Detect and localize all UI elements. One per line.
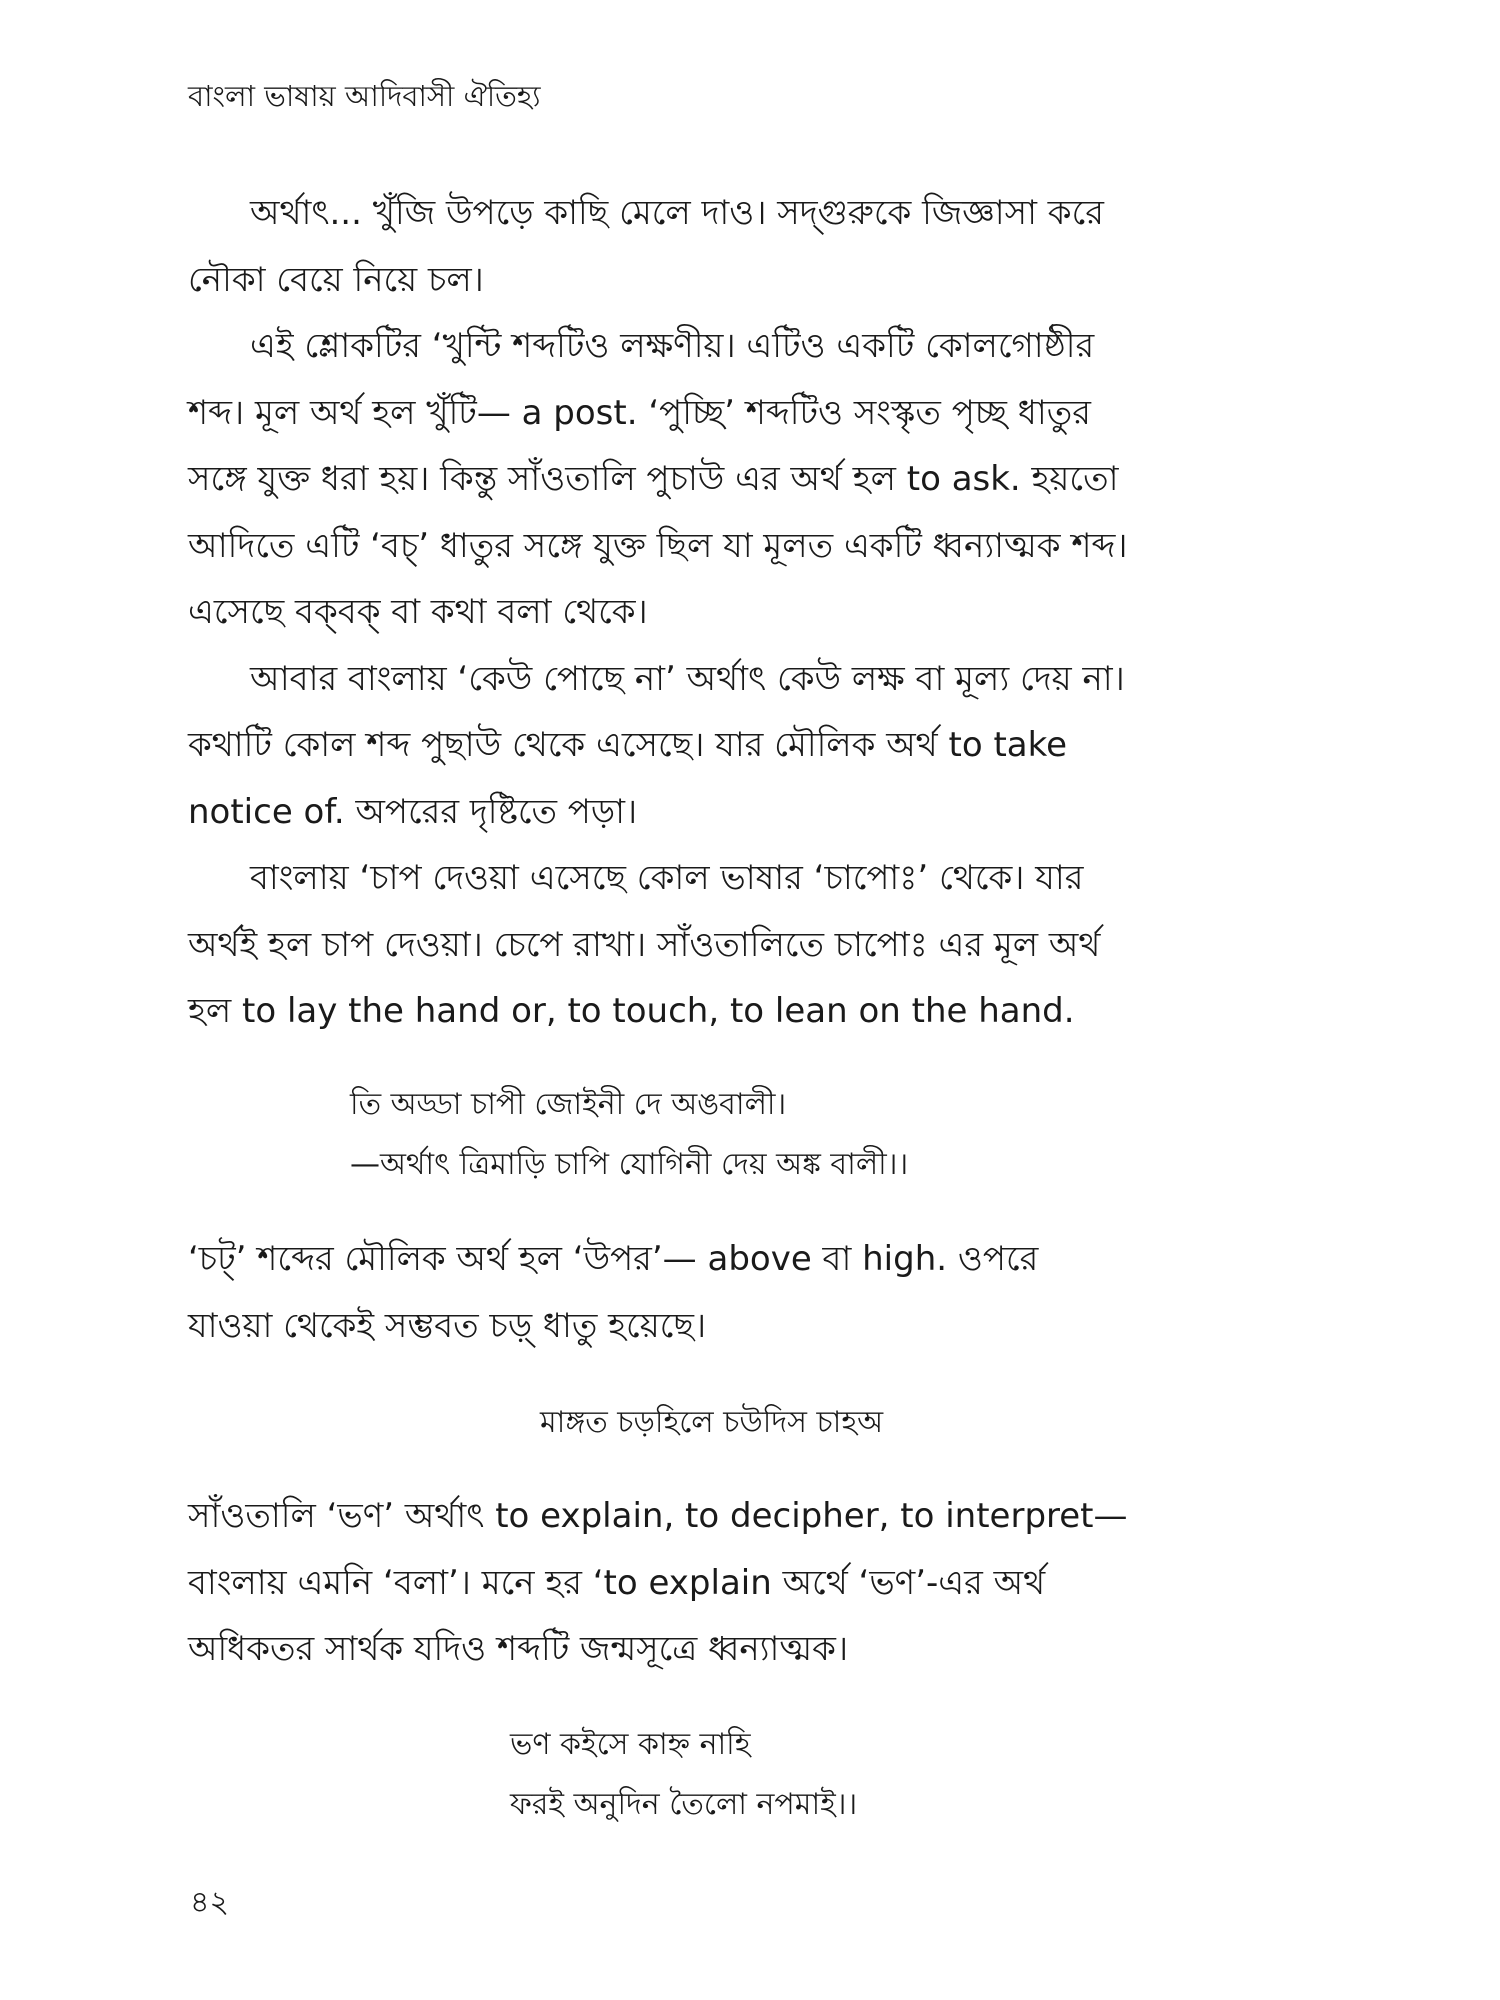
body-line: অর্থাৎ... খুঁজি উপড়ে কাছি মেলে দাও। সদ্‌গুরুকে জিজ্ঞাসা করে bbox=[250, 193, 1104, 233]
body-line: আবার বাংলায় ‘কেউ পোছে না’ অর্থাৎ কেউ লক্ষ বা মূল্য দেয় না। bbox=[250, 659, 1125, 699]
body-line: বাংলায় এমনি ‘বলা’। মনে হর ‘to explain অর্থে ‘ভণ’-এর অর্থ bbox=[188, 1563, 1046, 1603]
body-line: সাঁওতালি ‘ভণ’ অর্থাৎ to explain, to decipher, to interpret— bbox=[188, 1496, 1128, 1536]
body-line: অর্থই হল চাপ দেওয়া। চেপে রাখা। সাঁওতালিতে চাপোঃ এর মূল অর্থ bbox=[188, 925, 1101, 965]
body-line: এই শ্লোকটির ‘খুন্টি শব্দটিও লক্ষণীয়। এটিও একটি কোলগোষ্ঠীর bbox=[250, 326, 1095, 366]
body-line: এসেছে বক্‌বক্ বা কথা বলা থেকে। bbox=[188, 592, 648, 632]
body-line: নৌকা বেয়ে নিয়ে চল। bbox=[188, 260, 484, 300]
verse-line: তি অড্ডা চাপী জোইনী দে অঙবালী। bbox=[350, 1087, 787, 1122]
running-title: বাংলা ভাষায় আদিবাসী ঐতিহ্য bbox=[188, 79, 541, 113]
body-line: শব্দ। মূল অর্থ হল খুঁটি— a post. ‘পুচ্ছি’ শব্দটিও সংস্কৃত পৃচ্ছ ধাতুর bbox=[188, 393, 1091, 433]
body-line: বাংলায় ‘চাপ দেওয়া এসেছে কোল ভাষার ‘চাপোঃ’ থেকে। যার bbox=[250, 858, 1084, 898]
body-line: কথাটি কোল শব্দ পুছাউ থেকে এসেছে। যার মৌলিক অর্থ to take bbox=[188, 725, 1068, 765]
body-line: আদিতে এটি ‘বচ্’ ধাতুর সঙ্গে যুক্ত ছিল যা মূলত একটি ধ্বন্যাত্মক শব্দ। bbox=[188, 526, 1128, 566]
body-line: notice of. অপরের দৃষ্টিতে পড়া। bbox=[188, 792, 638, 832]
body-line: হল to lay the hand or, to touch, to lean on the hand. bbox=[188, 991, 1075, 1031]
body-line: যাওয়া থেকেই সম্ভবত চড়্ ধাতু হয়েছে। bbox=[188, 1306, 707, 1346]
body-line: অধিকতর সার্থক যদিও শব্দটি জন্মসূত্রে ধ্বন্যাত্মক। bbox=[188, 1629, 849, 1669]
body-line: ‘চট্’ শব্দের মৌলিক অর্থ হল ‘উপর’— above বা high. ওপরে bbox=[188, 1239, 1039, 1279]
verse-line: ফরই অনুদিন তৈলো নপমাই।। bbox=[510, 1787, 858, 1822]
verse-line: —অর্থাৎ ত্রিমাড়ি চাপি যোগিনী দেয় অঙ্ক বালী।। bbox=[350, 1147, 909, 1182]
verse-line: ভণ কইসে কাহ্ন নাহি bbox=[510, 1727, 751, 1762]
page-number: ৪২ bbox=[190, 1885, 229, 1920]
body-line: সঙ্গে যুক্ত ধরা হয়। কিন্তু সাঁওতালি পুচাউ এর অর্থ হল to ask. হয়তো bbox=[188, 459, 1119, 499]
verse-line: মাঙ্গত চড়হিলে চউদিস চাহঅ bbox=[540, 1405, 884, 1440]
